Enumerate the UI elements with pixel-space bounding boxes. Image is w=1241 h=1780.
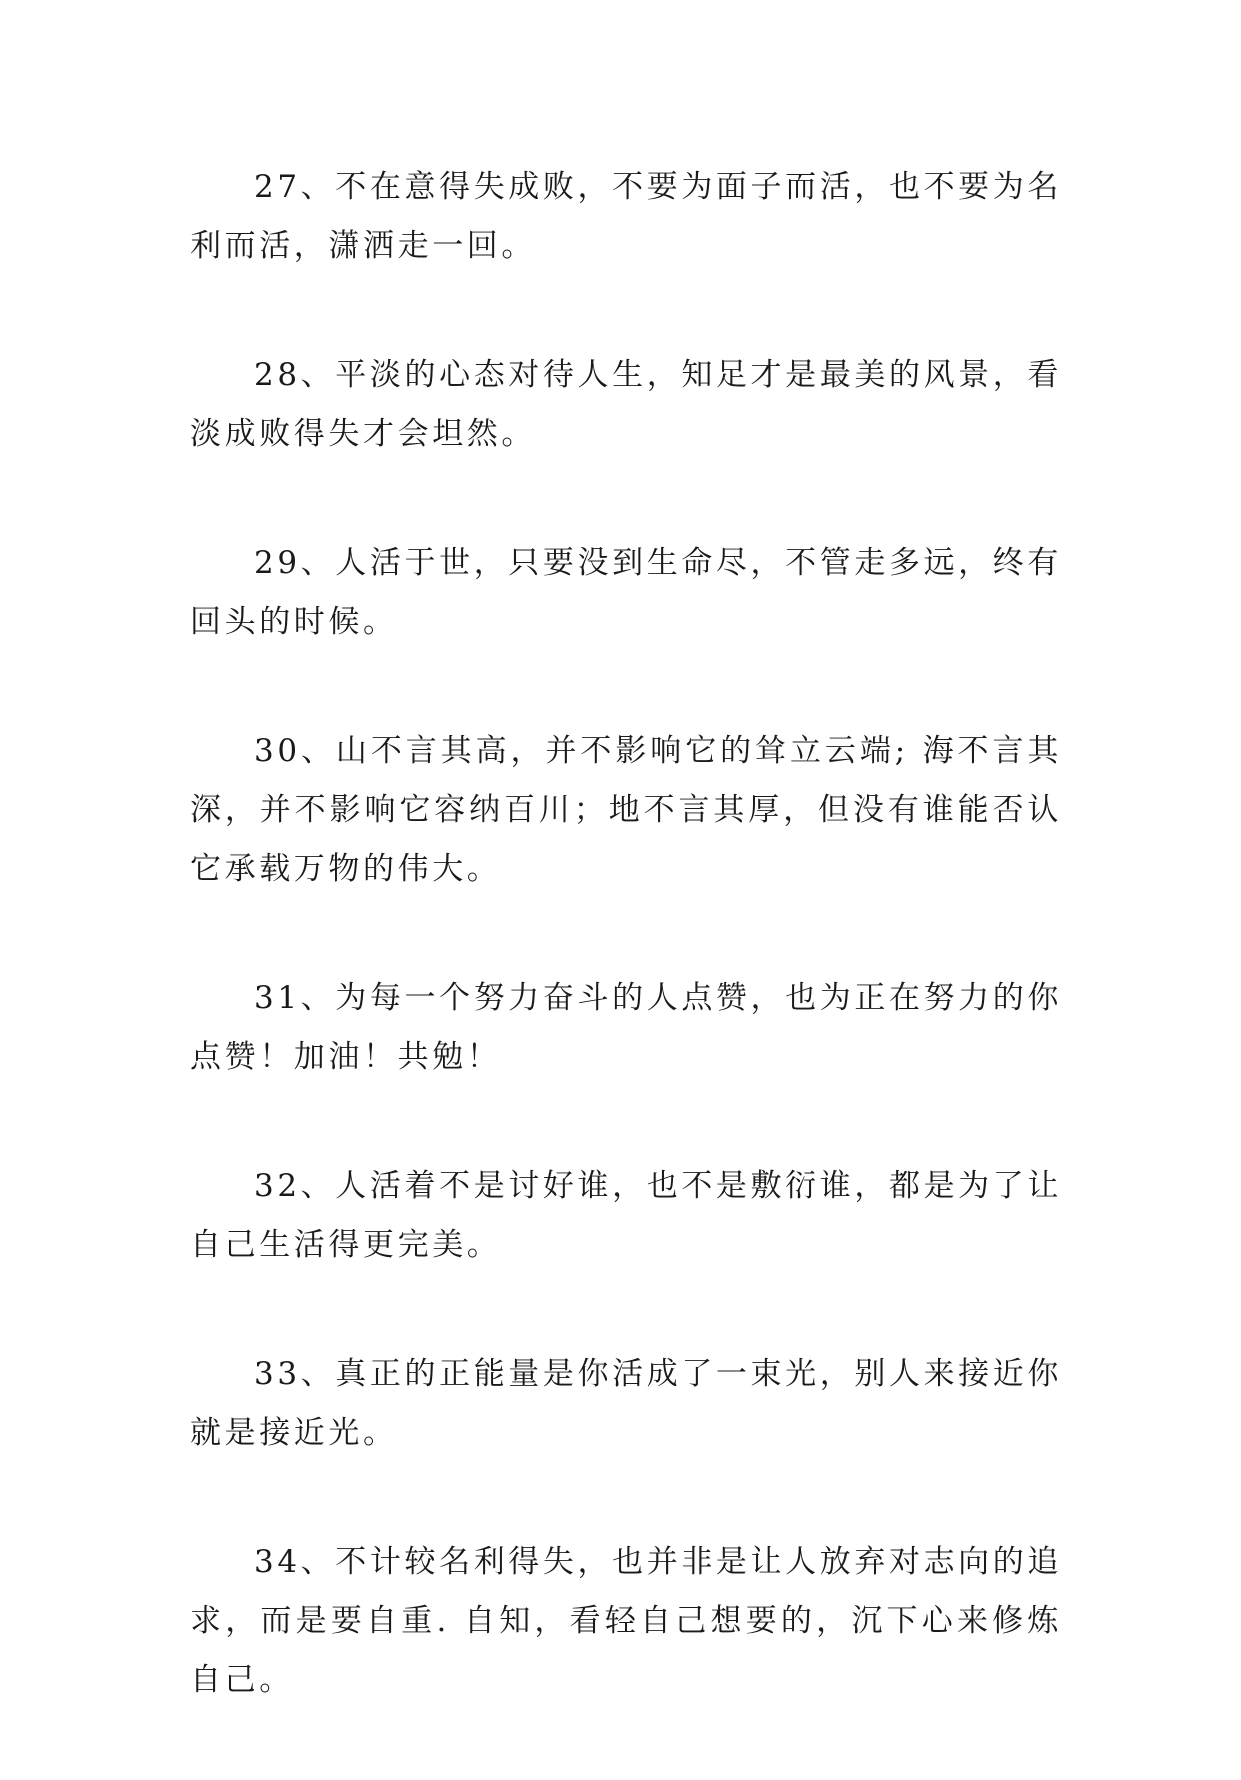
- paragraph-30: 30、山不言其高，并不影响它的耸立云端; 海不言其深，并不影响它容纳百川；地不言其厚，但没有谁能否认它承载万物的伟大。: [190, 733, 1062, 887]
- document-body: [190, 158, 1062, 1780]
- paragraph-33: 33、真正的正能量是你活成了一束光，别人来接近你就是接近光。: [190, 1356, 1062, 1451]
- paragraph-29: 29、人活于世，只要没到生命尽，不管走多远，终有回头的时候。: [190, 545, 1062, 640]
- paragraph-31: 31、为每一个努力奋斗的人点赞，也为正在努力的你点赞！加油！共勉！: [190, 980, 1062, 1075]
- paragraph-27: 27、不在意得失成败，不要为面子而活，也不要为名利而活，潇洒走一回。: [190, 169, 1062, 264]
- paragraph-28: 28、平淡的心态对待人生，知足才是最美的风景，看淡成败得失才会坦然。: [190, 357, 1062, 452]
- paragraph-34: 34、不计较名利得失，也并非是让人放弃对志向的追求，而是要自重. 自知，看轻自己想要的，沉下心来修炼自己。: [190, 1544, 1062, 1698]
- paragraph-32: 32、人活着不是讨好谁，也不是敷衍谁，都是为了让自己生活得更完美。: [190, 1168, 1062, 1263]
